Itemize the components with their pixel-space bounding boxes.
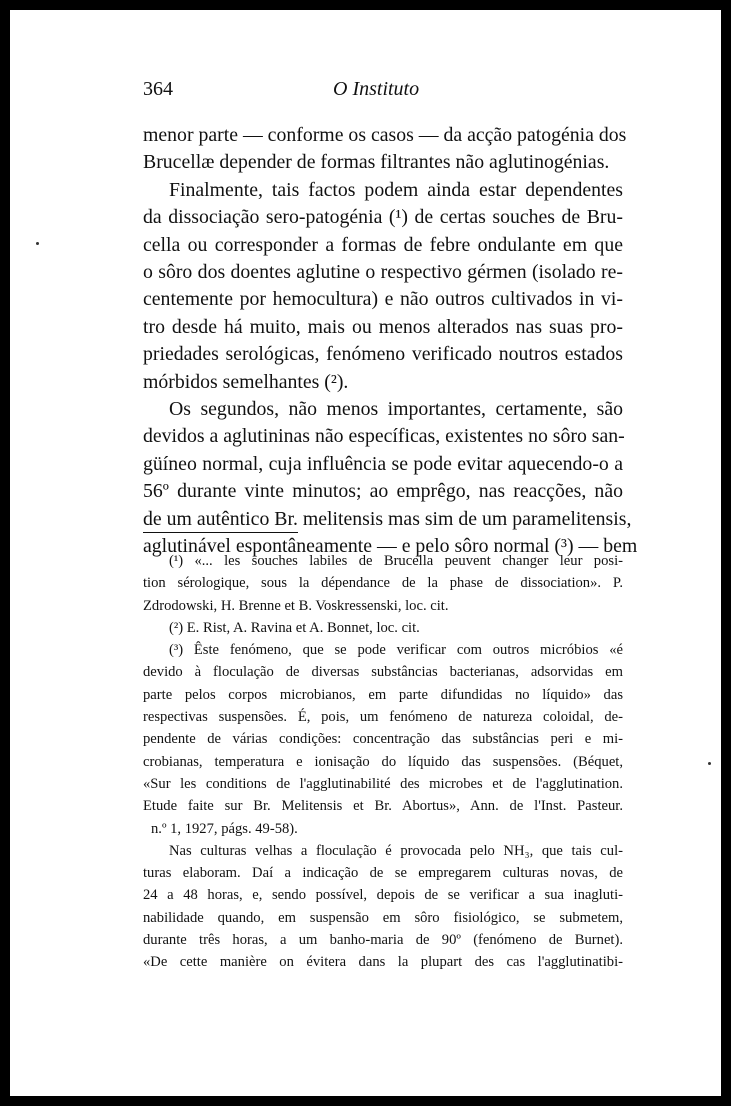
footnote-line: Zdrodowski, H. Brenne et B. Voskressenski, loc. cit. <box>143 597 449 614</box>
footnote-line: respectivas suspensões. É, pois, um fenómeno de natureza coloidal, de- <box>143 709 623 726</box>
footnote-line: Nas culturas velhas a floculação é provocada pelo NH₃, que tais cul- <box>169 842 623 859</box>
footnote-line: (²) E. Rist, A. Ravina et A. Bonnet, loc. cit. <box>169 619 420 636</box>
scan-speck <box>708 762 711 765</box>
footnote-line: Etude faite sur Br. Melitensis et Br. Abortus», Ann. de l'Inst. Pasteur. <box>143 798 623 815</box>
footnote-1 <box>143 550 623 617</box>
text-line: tro desde há muito, mais ou menos alterados nas suas pro- <box>143 315 623 338</box>
text-line: o sôro dos doentes aglutine o respectivo gérmen (isolado re- <box>143 261 623 284</box>
footnote-line: n.º 1, 1927, págs. 49-58). <box>151 820 298 837</box>
text-line: devidos a aglutininas não específicas, existentes no sôro san- <box>143 425 625 448</box>
footnote-2 <box>143 617 623 639</box>
footnote-3-continuation <box>143 840 623 974</box>
footnote-line: turas elaboram. Daí a indicação de se empregarem culturas novas, de <box>143 865 623 882</box>
footnote-rule <box>143 532 298 533</box>
text-line: priedades serológicas, fenómeno verificado noutros estados <box>143 343 623 366</box>
page-header <box>143 78 623 108</box>
text-line: Os segundos, não menos importantes, certamente, são <box>169 398 623 421</box>
paragraph-continuation <box>143 122 627 177</box>
page-number: 364 <box>143 78 173 100</box>
text-line: menor parte — conforme os casos — da acção patogénia dos <box>143 124 627 146</box>
page-frame <box>10 10 721 1096</box>
text-line: 56º durante vinte minutos; ao emprêgo, nas reacções, não <box>143 480 623 503</box>
footnote-line: (³) Êste fenómeno, que se pode verificar com outros micróbios «é <box>169 642 623 659</box>
footnote-line: «Sur les conditions de l'agglutinabilité des microbes et de l'agglutination. <box>143 775 623 792</box>
text-line: Brucellæ depender de formas filtrantes não aglutinogénias. <box>143 151 610 174</box>
text-line: cella ou corresponder a formas de febre ondulante em que <box>143 233 623 256</box>
text-line: centemente por hemocultura) e não outros cultivados in vi- <box>143 288 623 311</box>
text-line: Finalmente, tais factos podem ainda estar dependentes <box>169 178 623 201</box>
text-line: da dissociação sero-patogénia (¹) de certas souches de Bru- <box>143 206 623 229</box>
footnote-line: (¹) «... les souches labiles de Brucella peuvent changer leur posi- <box>169 553 623 569</box>
scan-speck <box>36 242 39 245</box>
running-title: O Instituto <box>333 78 420 100</box>
footnote-line: parte pelos corpos microbianos, em parte difundidas no líquido» das <box>143 686 623 703</box>
paragraph-finalmente <box>143 177 623 396</box>
text-line: aglutinável espontâneamente — e pelo sôro normal (³) — bem <box>143 535 638 558</box>
footnote-line: pendente de várias condições: concentração das substâncias peri e mi- <box>143 731 623 748</box>
footnote-line: devido à floculação de diversas substâncias bacterianas, adsorvidas em <box>143 664 623 681</box>
footnote-line: 24 a 48 horas, e, sendo possível, depois de se verificar a sua inagluti- <box>143 887 623 904</box>
footnote-3 <box>143 639 623 840</box>
paragraph-os-segundos <box>143 396 638 560</box>
text-line: mórbidos semelhantes (²). <box>143 370 349 393</box>
text-line: de um autêntico Br. melitensis mas sim de um paramelitensis, <box>143 507 632 530</box>
footnotes <box>143 550 623 974</box>
book-page <box>10 10 721 1096</box>
footnote-line: durante três horas, a um banho-maria de 90º (fenómeno de Burnet). <box>143 932 623 949</box>
footnote-line: crobianas, temperatura e ionisação do líquido das suspensões. (Béquet, <box>143 753 623 770</box>
body-text <box>143 122 638 561</box>
text-line: güíneo normal, cuja influência se pode evitar aquecendo-o a <box>143 452 623 475</box>
footnote-line: nabilidade quando, em suspensão em sôro fisiológico, se submetem, <box>143 909 623 926</box>
footnote-line: tion sérologique, sous la dépendance de la phase de dissociation». P. <box>143 575 623 592</box>
footnote-line: «De cette manière on évitera dans la plupart des cas l'agglutinatibi- <box>143 954 623 971</box>
